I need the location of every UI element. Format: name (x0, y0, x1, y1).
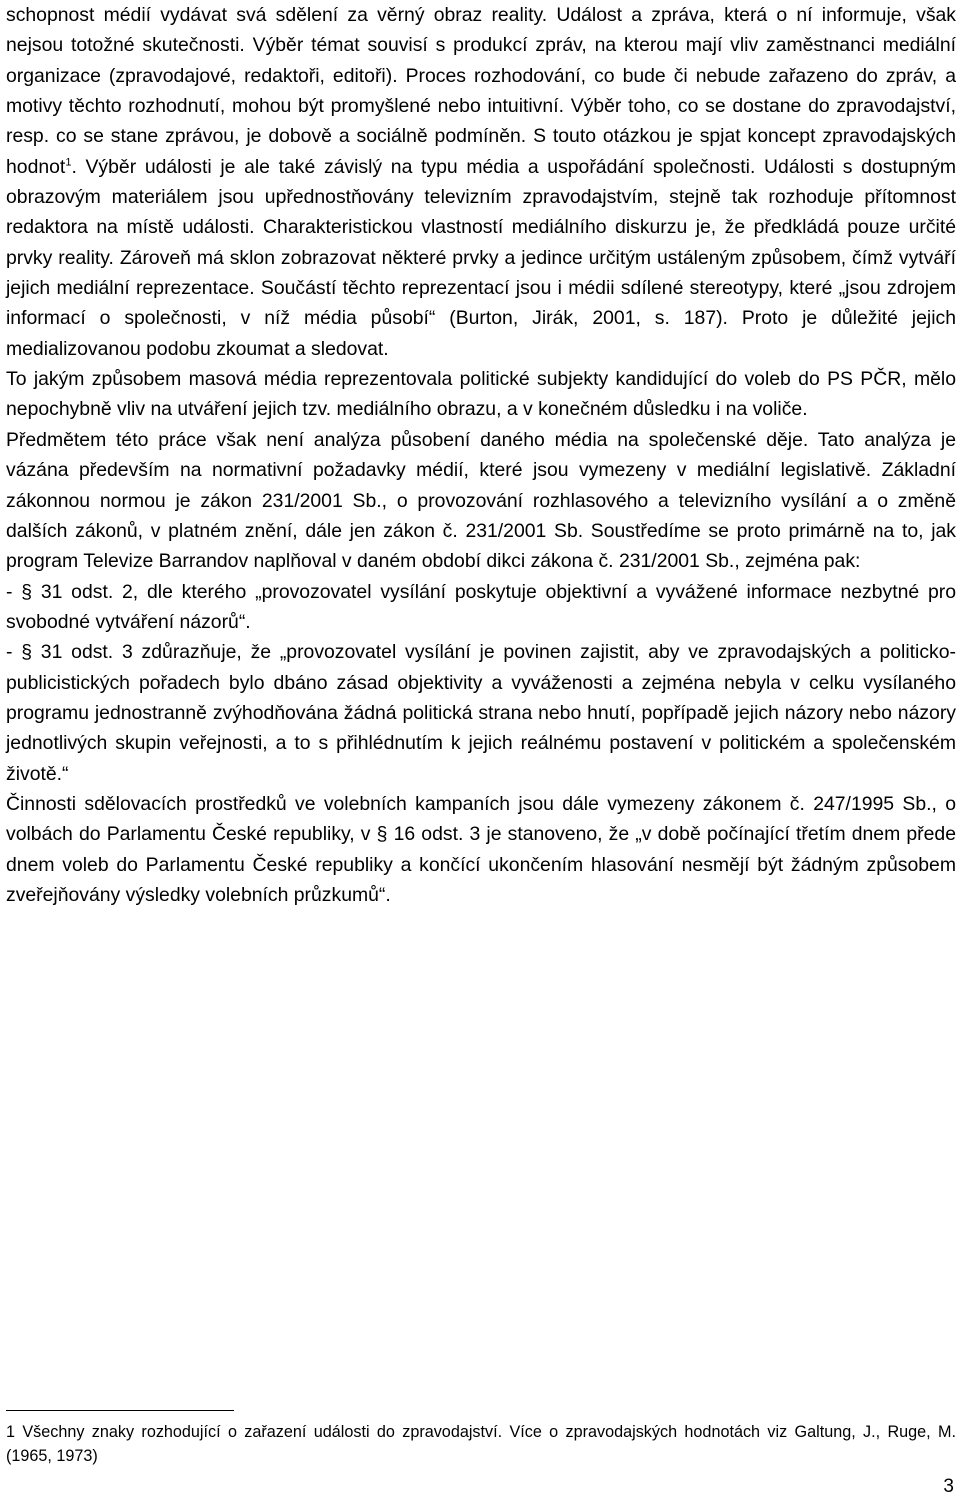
footnote-separator (6, 1410, 234, 1411)
paragraph-4: Činnosti sdělovacích prostředků ve volebních kampaních jsou dále vymezeny zákonem č. 247/1995 Sb., o volbách do Parlamentu České republiky, v § 16 odst. 3 je stanoveno, že „v době počínající třetím dnem přede dnem voleb do Parlamentu České republiky a končící ukončením hlasování nesmějí být žádným způsobem zveřejňovány výsledky volebních průzkumů“. (6, 792, 956, 906)
paragraph-1 (6, 0, 956, 364)
footnote-marker: 1 (65, 156, 72, 169)
footnote-number: 1 (6, 1423, 16, 1441)
paragraph-2: To jakým způsobem masová média reprezentovala politické subjekty kandidující do voleb do PS PČR, mělo nepochybně vliv na utváření jejich tzv. mediálního obrazu, a v konečném důsledku i na voliče. (6, 368, 956, 421)
document-page (6, 0, 956, 910)
footnote-text: Všechny znaky rozhodující o zařazení události do zpravodajství. Více o zpravodajských hodnotách viz Galtung, J., Ruge, M. (1965, 1973) (6, 1423, 957, 1465)
list-item-31-3: - § 31 odst. 3 zdůrazňuje, že „provozovatel vysílání je povinen zajistit, aby ve zpravodajských a politicko-publicistických pořadech bylo dbáno zásad objektivity a vyváženosti a zejména nebyla v celku vysílaného programu jednostranně zvýhodňována žádná politická strana nebo hnutí, popřípadě jejich názory nebo názory jednotlivých skupin veřejnosti, a to s přihlédnutím k jejich reálnému postavení v politickém a společenském životě.“ (6, 641, 956, 785)
footnote (6, 1420, 956, 1468)
paragraph-3: Předmětem této práce však není analýza působení daného média na společenské děje. Tato analýza je vázána především na normativní požadavky médií, které jsou vymezeny v mediální legislativě. Základní zákonnou normou je zákon 231/2001 Sb., o provozování rozhlasového a televizního vysílání a o změně dalších zákonů, v platném znění, dále jen zákon č. 231/2001 Sb. Soustředíme se proto primárně na to, jak program Televize Barrandov naplňoval v daném období dikci zákona č. 231/2001 Sb., zejména pak: (6, 428, 956, 573)
page-number: 3 (943, 1476, 954, 1497)
paragraph-1-text: schopnost médií vydávat svá sdělení za věrný obraz reality. Událost a zpráva, která o ní informuje, však nejsou totožné skutečnosti. Výběr témat souvisí s produkcí zpráv, na kterou mají vliv zaměstnanci mediální organizace (zpravodajové, redaktoři, editoři). Proces rozhodování, co bude či nebude zařazeno do zpráv, a motivy těchto rozhodnutí, mohou být promyšlené nebo intuitivní. Výběr toho, co se dostane do zpravodajství, resp. co se stane zprávou, je dobově a sociálně podmíněn. S touto otázkou je spjat koncept zpravodajských hodnot (6, 4, 956, 178)
list-item-31-2: - § 31 odst. 2, dle kterého „provozovatel vysílání poskytuje objektivní a vyvážené informace nezbytné pro svobodné vytváření názorů“. (6, 580, 956, 633)
paragraph-1-continuation: . Výběr události je ale také závislý na typu média a uspořádání společnosti. Události s dostupným obrazovým materiálem jsou upřednostňovány televizním zpravodajstvím, stejně tak rozhoduje přítomnost redaktora na místě události. Charakteristickou vlastností mediálního diskurzu je, že předkládá pouze určité prvky reality. Zároveň má sklon zobrazovat některé prvky a jedince určitým ustáleným způsobem, čímž vytváří jejich mediální reprezentace. Součástí těchto reprezentací jsou i médii sdílené stereotypy, které „jsou zdrojem informací o společnosti, v níž média působí“ (Burton, Jirák, 2001, s. 187). Proto je důležité jejich medializovanou podobu zkoumat a sledovat. (6, 155, 956, 360)
